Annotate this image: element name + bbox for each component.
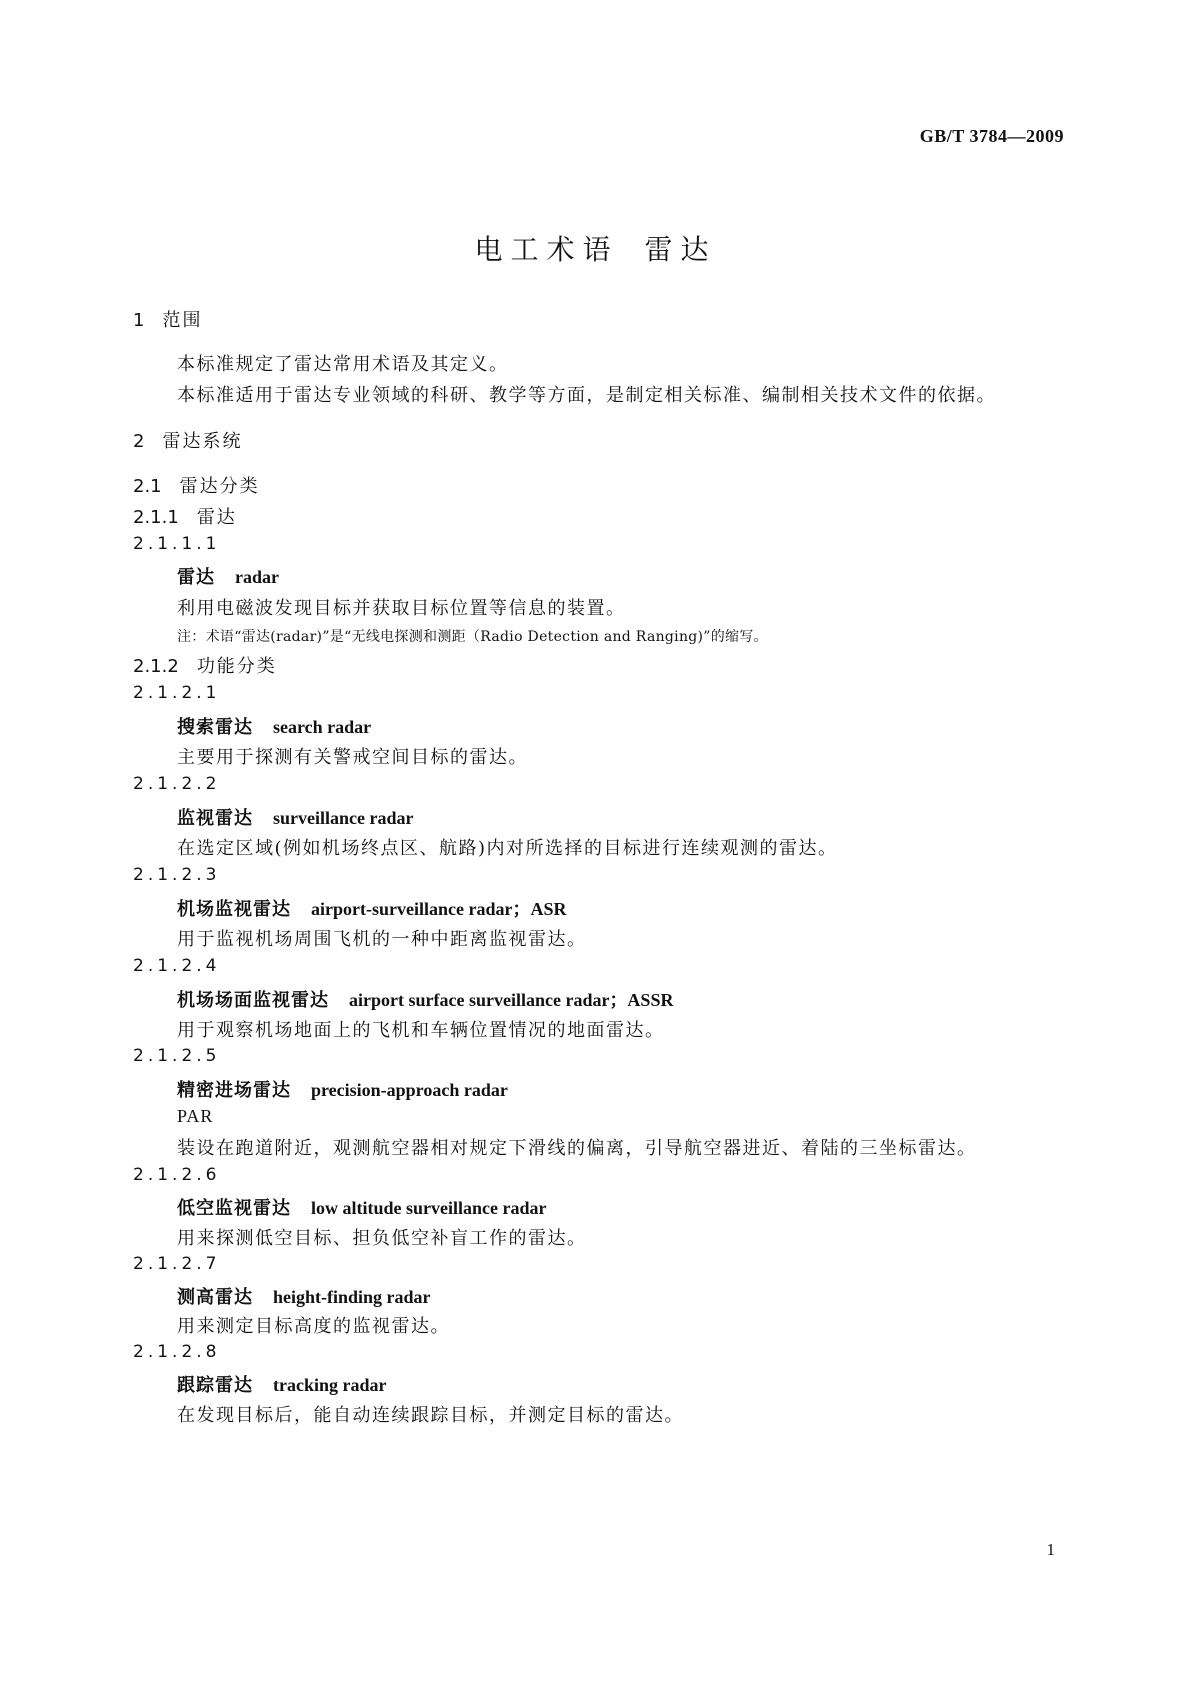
scope-paragraph-2: 本标准适用于雷达专业领域的科研、教学等方面，是制定相关标准、编制相关技术文件的依据。	[177, 385, 996, 406]
term-definition: 在选定区域(例如机场终点区、航路)内对所选择的目标进行连续观测的雷达。	[177, 838, 838, 859]
term-entry	[177, 1283, 431, 1309]
section-label: 雷达分类	[179, 476, 260, 497]
term-zh: 跟踪雷达	[177, 1375, 253, 1396]
clause-number: 2.1.2.2	[133, 774, 221, 794]
term-zh: 监视雷达	[177, 808, 253, 829]
section-number: 1	[133, 310, 145, 331]
term-entry	[177, 804, 413, 830]
term-note: 注：术语“雷达(radar)”是“无线电探测和测距（Radio Detection and Ranging)”的缩写。	[177, 629, 768, 645]
section-2-heading	[133, 427, 242, 453]
standard-number: GB/T 3784—2009	[919, 126, 1064, 146]
term-entry	[177, 563, 279, 589]
term-entry	[177, 986, 673, 1012]
section-label: 雷达	[196, 507, 237, 528]
clause-number: 2.1.1.1	[133, 534, 221, 554]
scope-paragraph-1: 本标准规定了雷达常用术语及其定义。	[177, 354, 509, 375]
section-2-1-2-heading	[133, 652, 277, 678]
term-definition: 用来测定目标高度的监视雷达。	[177, 1316, 450, 1337]
term-entry	[177, 895, 566, 921]
term-en: tracking radar	[273, 1375, 387, 1395]
section-label: 功能分类	[196, 656, 277, 677]
term-zh: 精密进场雷达	[177, 1080, 291, 1101]
clause-number: 2.1.2.4	[133, 956, 221, 976]
section-number: 2.1	[133, 476, 162, 497]
term-en: surveillance radar	[273, 808, 414, 828]
section-1-heading	[133, 306, 202, 332]
term-en: search radar	[273, 717, 372, 737]
term-definition: 主要用于探测有关警戒空间目标的雷达。	[177, 747, 528, 768]
term-entry	[177, 1076, 508, 1102]
clause-number: 2.1.2.5	[133, 1046, 221, 1066]
term-abbreviation: PAR	[177, 1106, 214, 1126]
term-zh: 测高雷达	[177, 1287, 253, 1308]
clause-number: 2.1.2.1	[133, 683, 221, 703]
section-label: 雷达系统	[162, 431, 243, 452]
term-definition: 在发现目标后，能自动连续跟踪目标，并测定目标的雷达。	[177, 1405, 684, 1426]
term-definition: 装设在跑道附近，观测航空器相对规定下滑线的偏离，引导航空器进近、着陆的三坐标雷达。	[177, 1138, 977, 1159]
term-en: radar	[235, 567, 279, 587]
term-entry	[177, 713, 371, 739]
term-definition: 利用电磁波发现目标并获取目标位置等信息的装置。	[177, 598, 626, 619]
section-2-1-heading	[133, 472, 260, 498]
term-zh: 机场场面监视雷达	[177, 990, 329, 1011]
term-zh: 低空监视雷达	[177, 1198, 291, 1219]
clause-number: 2.1.2.7	[133, 1254, 221, 1274]
term-en: height-finding radar	[273, 1287, 431, 1307]
section-number: 2.1.2	[133, 656, 179, 677]
term-entry	[177, 1194, 546, 1220]
term-definition: 用于观察机场地面上的飞机和车辆位置情况的地面雷达。	[177, 1020, 665, 1041]
title-part2: 雷达	[644, 233, 717, 266]
term-en: low altitude surveillance radar	[311, 1198, 547, 1218]
term-zh: 雷达	[177, 567, 215, 588]
page-number: 1	[1046, 1540, 1055, 1559]
term-en: precision-approach radar	[311, 1080, 508, 1100]
section-label: 范围	[162, 310, 203, 331]
term-zh: 机场监视雷达	[177, 899, 291, 920]
clause-number: 2.1.2.6	[133, 1165, 221, 1185]
document-title	[0, 228, 1191, 268]
section-number: 2.1.1	[133, 507, 179, 528]
title-part1: 电工术语	[474, 233, 619, 266]
term-definition: 用来探测低空目标、担负低空补盲工作的雷达。	[177, 1228, 587, 1249]
section-number: 2	[133, 431, 145, 452]
term-entry	[177, 1371, 386, 1397]
clause-number: 2.1.2.3	[133, 865, 221, 885]
section-2-1-1-heading	[133, 503, 237, 529]
term-zh: 搜索雷达	[177, 717, 253, 738]
term-en: airport-surveillance radar；ASR	[311, 899, 567, 919]
clause-number: 2.1.2.8	[133, 1342, 221, 1362]
term-definition: 用于监视机场周围飞机的一种中距离监视雷达。	[177, 929, 587, 950]
term-en: airport surface surveillance radar；ASSR	[349, 990, 674, 1010]
